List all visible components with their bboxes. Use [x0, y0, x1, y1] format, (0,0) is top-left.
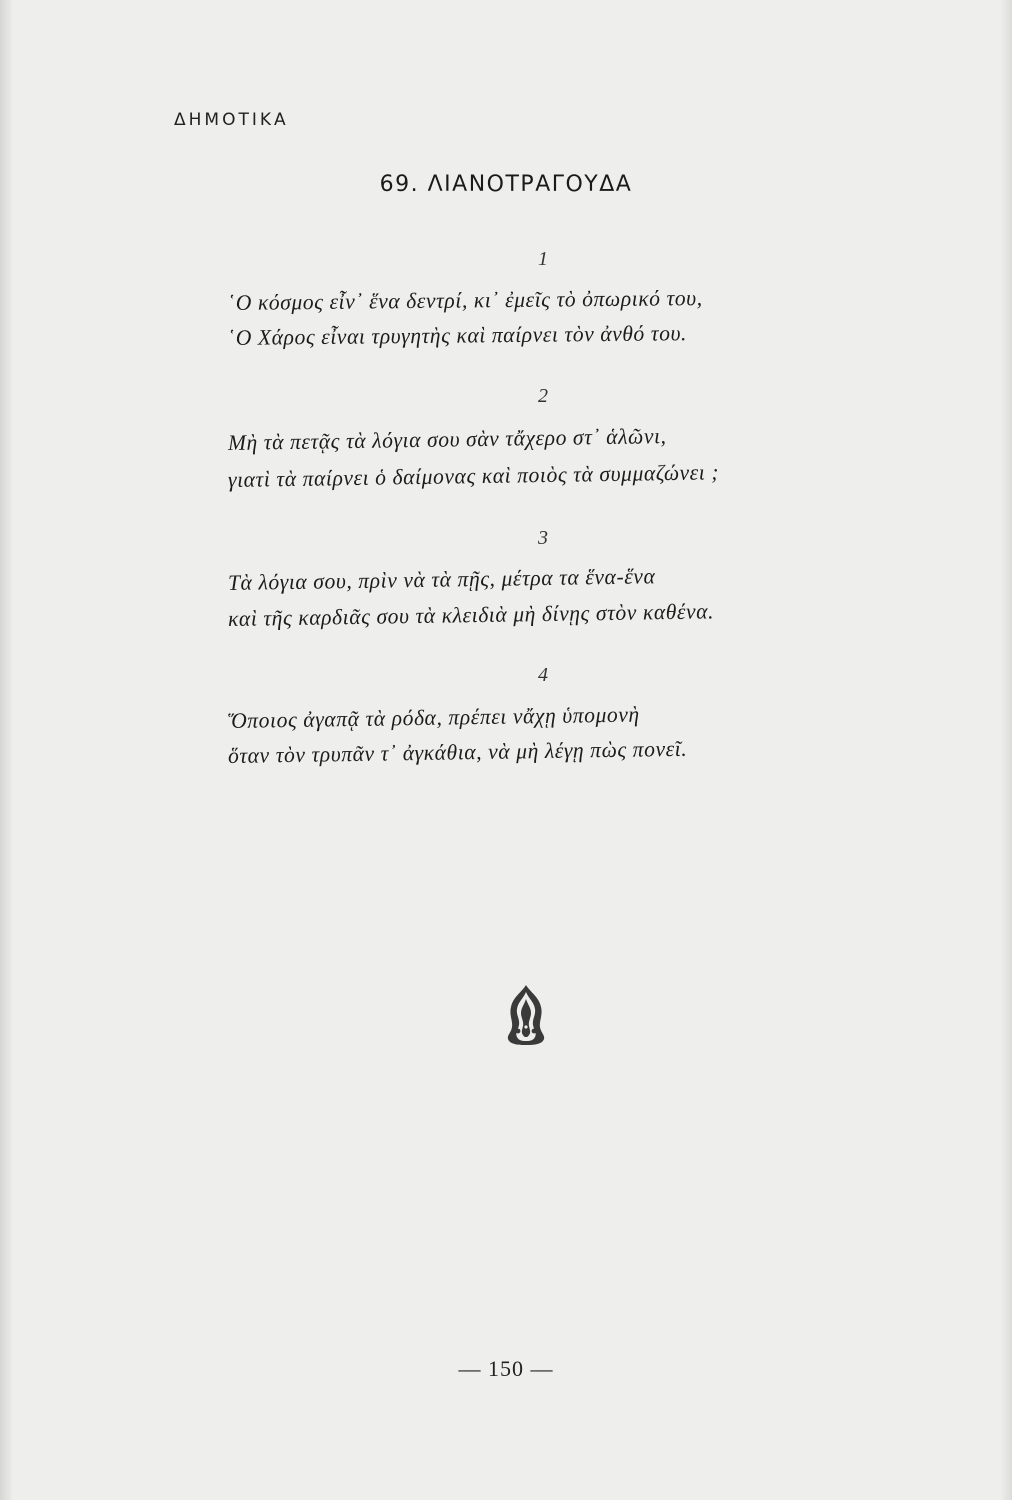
verse-line-1-1: ῾Ο κόσμος εἶν᾿ ἕνα δεντρί, κι᾿ ἐμεῖς τὸ ὀπωρικό του, [227, 285, 703, 315]
stanza-number-2: 2 [538, 385, 548, 407]
verse-line-3-1: Τὰ λόγια σου, πρὶν νὰ τὰ πῇς, μέτρα τα ἕνα-ἕνα [227, 563, 656, 595]
verse-line-2-2: γιατὶ τὰ παίρνει ὁ δαίμονας καὶ ποιὸς τὰ συμμαζώνει ; [227, 459, 720, 492]
stanza-number-1: 1 [538, 248, 548, 270]
flame-vignette-icon [503, 983, 549, 1047]
verse-line-4-2: ὅταν τὸν τρυπᾶν τ᾿ ἀγκάθια, νὰ μὴ λέγῃ πὼς πονεῖ. [227, 735, 688, 768]
poem-title: 69. ΛΙΑΝΟΤΡΑΓΟΥΔΑ [379, 172, 633, 197]
verse-line-4-1: Ὅποιος ἀγαπᾷ τὰ ρόδα, πρέπει νἄχῃ ὑπομονὴ [227, 701, 640, 733]
verse-line-2-1: Μὴ τὰ πετᾷς τὰ λόγια σου σὰν τἄχερο στ᾿ ἁλῶνι, [227, 423, 667, 455]
verse-line-3-2: καὶ τῆς καρδιᾶς σου τὰ κλειδιὰ μὴ δίνῃς στὸν καθένα. [227, 598, 715, 631]
stanza-number-3: 3 [538, 527, 548, 549]
verse-line-1-2: ῾Ο Χάρος εἶναι τρυγητὴς καὶ παίρνει τὸν ἀνθό του. [227, 320, 688, 350]
running-head: ΔΗΜΟΤΙΚΑ [174, 110, 289, 130]
stanza-number-4: 4 [538, 664, 548, 686]
page-number: — 150 — [458, 1356, 554, 1381]
